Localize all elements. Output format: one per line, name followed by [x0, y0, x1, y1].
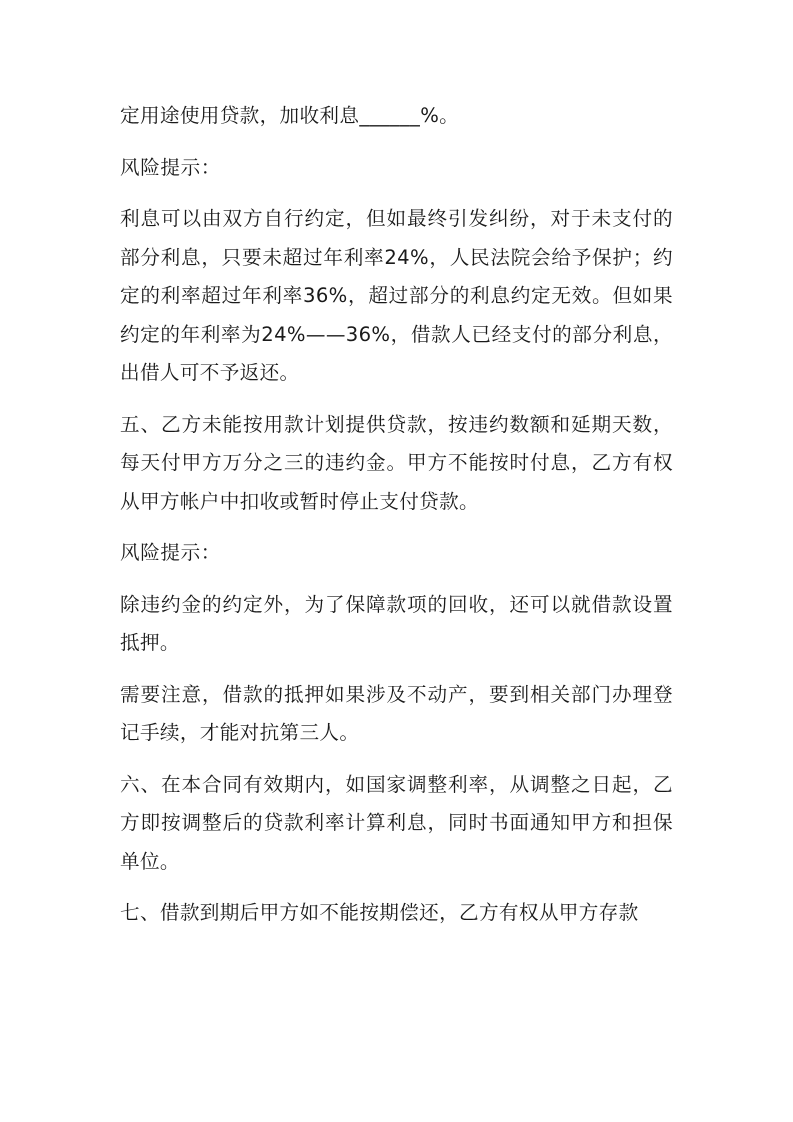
- paragraph-interest-penalty: 定用途使用贷款，加收利息______%。: [120, 104, 460, 127]
- risk-notice-label: 风险提示：: [120, 541, 221, 564]
- paragraph-interest-risk: 利息可以由双方自行约定，但如最终引发纠纷，对于未支付的部分利息，只要未超过年利率24%，人民法院会给予保护；约定的利率超过年利率36%，超过部分的利息约定无效。但如果约定的年利率为24%——36%，借款人已经支付的部分利息，出借人可不予返还。: [120, 207, 673, 384]
- paragraph-mortgage-registration: 需要注意，借款的抵押如果涉及不动产，要到相关部门办理登记手续，才能对抗第三人。: [120, 682, 673, 744]
- paragraph-mortgage: 除违约金的约定外，为了保障款项的回收，还可以就借款设置抵押。: [120, 592, 673, 654]
- clause-seven: 七、借款到期后甲方如不能按期偿还，乙方有权从甲方存款: [120, 901, 639, 924]
- clause-five: 五、乙方未能按用款计划提供贷款，按违约数额和延期天数，每天付甲方万分之三的违约金。甲方不能按时付息，乙方有权从甲方帐户中扣收或暂时停止支付贷款。: [120, 412, 673, 513]
- document-page: [120, 97, 673, 946]
- clause-six: 六、在本合同有效期内，如国家调整利率，从调整之日起，乙方即按调整后的贷款利率计算利息，同时书面通知甲方和担保单位。: [120, 772, 673, 873]
- risk-notice-label: 风险提示：: [120, 155, 221, 179]
